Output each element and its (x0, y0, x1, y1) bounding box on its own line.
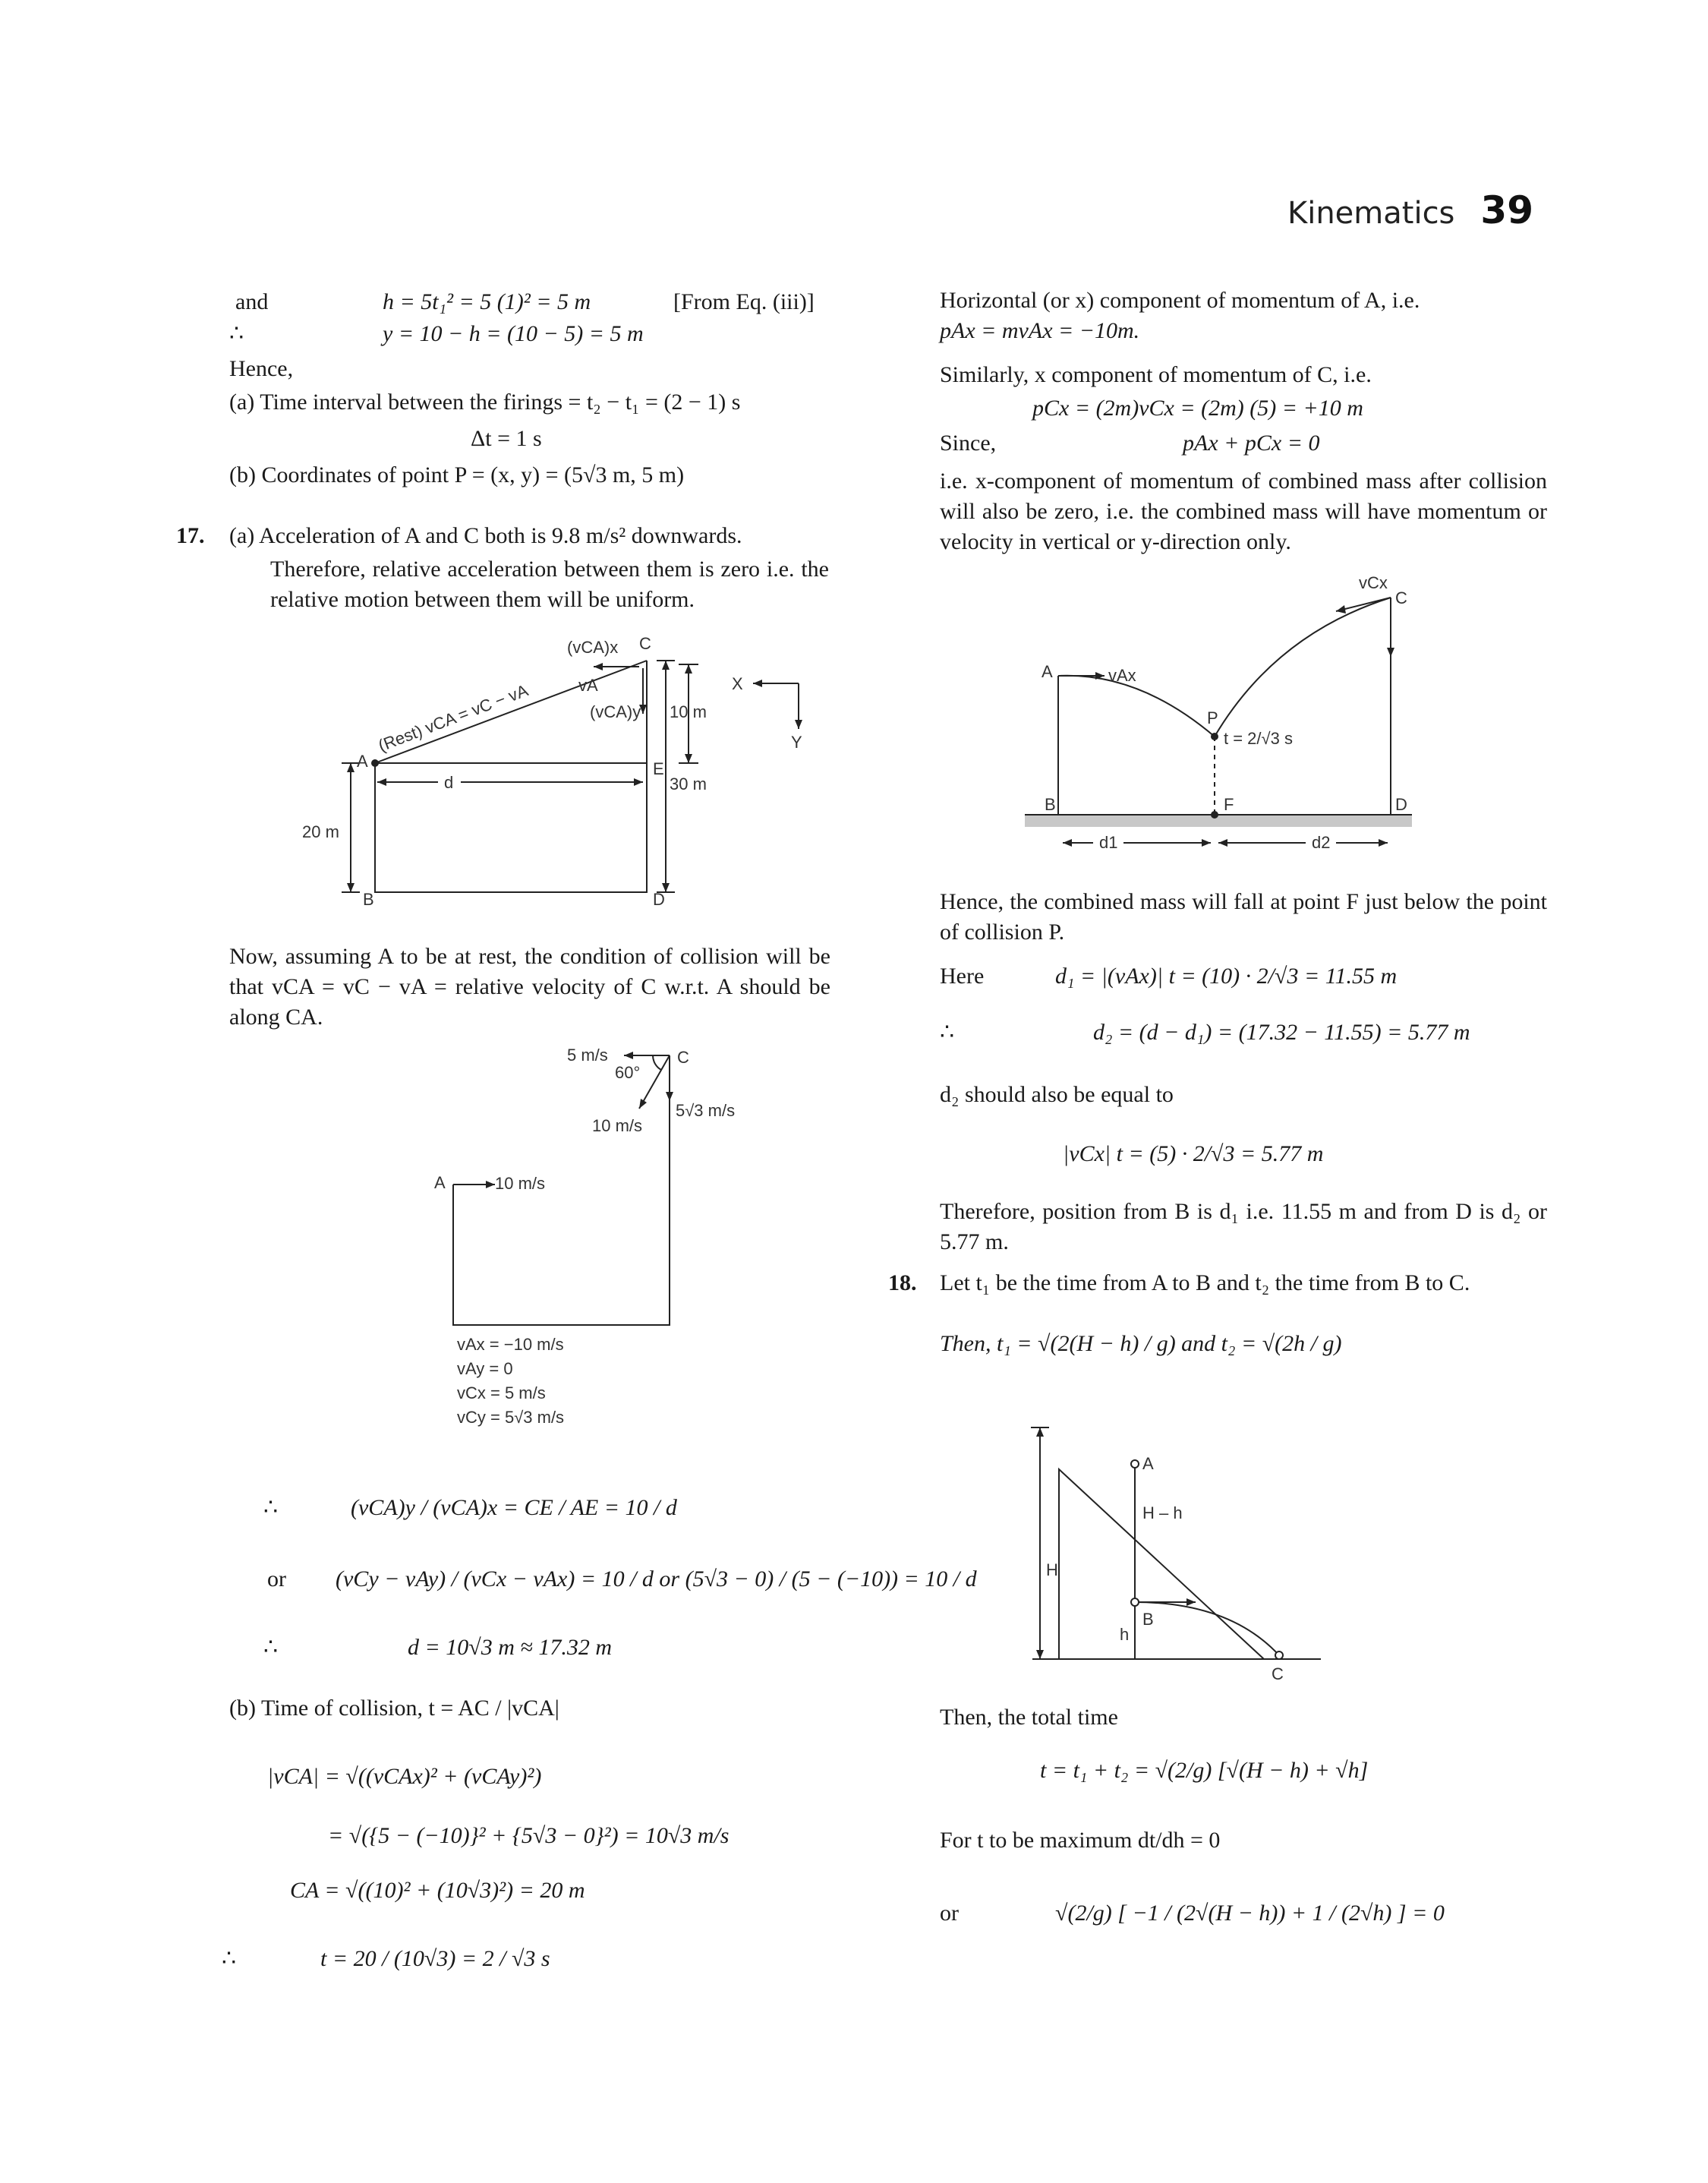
q17-relative-text: Therefore, relative acceleration between them is zero i.e. the relative motion between them will be uniform. (270, 557, 829, 612)
hence-text: Hence, (229, 356, 294, 381)
question-17-number: 17. (176, 523, 205, 548)
ratio-equation: (vCA)y / (vCA)x = CE / AE = 10 / d (351, 1495, 677, 1520)
label-b3: B (1045, 795, 1056, 814)
label-a2: A (434, 1173, 446, 1192)
chapter-title: Kinematics (1287, 196, 1455, 231)
label-5ms: 5 m/s (567, 1046, 608, 1065)
or-label: or (267, 1566, 286, 1592)
trajectory-a (1058, 676, 1215, 737)
therefore-symbol: ∴ (263, 1495, 279, 1520)
label-b: B (363, 890, 374, 909)
label-e: E (653, 759, 664, 778)
from-eq-note: [From Eq. (iii)] (673, 289, 815, 314)
page-header (1287, 188, 1533, 232)
label-c4: C (1272, 1664, 1284, 1683)
trajectory-figure (1002, 566, 1549, 877)
velocity-value: vAy = 0 (457, 1359, 513, 1378)
maximum-condition: For t to be maximum dt/dh = 0 (940, 1828, 1221, 1853)
position-paragraph: Therefore, position from B is d₁ i.e. 11.55 m and from D is d₂ or 5.77 m. (940, 1199, 1547, 1254)
trajectory-c (1215, 598, 1391, 737)
label-d2: d2 (1312, 833, 1331, 852)
label-c: C (639, 634, 651, 653)
collision-condition-paragraph: Now, assuming A to be at rest, the condition of collision will be that vCA = vC − vA = relative velocity of C w.r.t. A should be along CA. (229, 944, 830, 1030)
answer-a-text: (a) Time interval between the firings = t₂ − t₁ = (2 − 1) s (229, 390, 741, 415)
x-component-paragraph: i.e. x-component of momentum of combined mass after collision will also be zero, i.e. the combined mass will have momentum or velocity in vertical or y-direction only. (940, 468, 1547, 554)
label-y-axis: Y (791, 733, 802, 752)
q18-text: Let t₁ be the time from A to B and t₂ the time from B to C. (940, 1270, 1470, 1295)
label-vcay: (vCA)y (590, 702, 641, 721)
label-va: vA (578, 676, 598, 695)
answer-b-text: (b) Coordinates of point P = (x, y) = (5√3 m, 5 m) (229, 462, 685, 487)
vca-magnitude: |vCA| = √((vCAx)² + (vCAy)²) (267, 1764, 542, 1789)
momentum-c-text: Similarly, x component of momentum of C, i.e. (940, 362, 1372, 387)
momentum-a-text: Horizontal (or x) component of momentum of A, i.e. (940, 288, 1420, 313)
d2-equation: d₂ = (d − d₁) = (17.32 − 11.55) = 5.77 m (1093, 1020, 1470, 1045)
label-p: P (1207, 708, 1218, 727)
label-c2: C (677, 1048, 689, 1067)
label-a4: A (1142, 1454, 1154, 1473)
collision-geometry-figure (290, 623, 837, 919)
therefore-symbol: ∴ (222, 1946, 237, 1971)
q17-part-a: (a) Acceleration of A and C both is 9.8 m/s² downwards. (229, 523, 742, 548)
label-vax: vAx (1108, 666, 1136, 685)
incline-figure (1002, 1397, 1336, 1686)
question-18-number: 18. (888, 1270, 917, 1295)
label-rest-eq: (Rest) vCA = vC − vA (375, 680, 531, 756)
incline-wall (1059, 1469, 1264, 1659)
label-10ms-a: 10 m/s (495, 1174, 546, 1193)
label-60: 60° (615, 1063, 641, 1082)
label-20m: 20 m (302, 822, 339, 841)
label-d: d (444, 773, 454, 792)
pax-equation: pAx = mvAx = −10m. (940, 318, 1140, 343)
or-label: or (940, 1901, 959, 1926)
label-vcx: vCx (1359, 573, 1388, 592)
time-of-collision: (b) Time of collision, t = AC / |vCA| (229, 1696, 559, 1721)
therefore-symbol: ∴ (229, 321, 244, 346)
d-result: d = 10√3 m ≈ 17.32 m (408, 1635, 613, 1660)
delta-t-text: Δt = 1 s (471, 426, 542, 451)
momentum-sum: pAx + pCx = 0 (1183, 431, 1320, 456)
label-h: h (1120, 1625, 1130, 1644)
label-H: H (1046, 1560, 1058, 1579)
fall-point-paragraph: Hence, the combined mass will fall at point F just below the point of collision P. (940, 889, 1547, 945)
therefore-symbol: ∴ (940, 1020, 955, 1045)
velocity-value: vCy = 5√3 m/s (457, 1408, 565, 1427)
velocity-ratio-equation: (vCy − vAy) / (vCx − vAx) = 10 / d or (5√3 − 0) / (5 − (−10)) = 10 / d (336, 1566, 977, 1592)
ground (1025, 815, 1412, 827)
label-c3: C (1395, 588, 1407, 607)
total-time-text: Then, the total time (940, 1705, 1118, 1730)
therefore-symbol: ∴ (263, 1635, 279, 1660)
y-equation: y = 10 − h = (10 − 5) = 5 m (383, 321, 644, 346)
label-t: t = 2/√3 s (1224, 729, 1293, 748)
vca-value: = √({5 − (−10)}² + {5√3 − 0}²) = 10√3 m/s (328, 1823, 730, 1848)
label-a: A (357, 752, 368, 771)
pcx-equation: pCx = (2m)vCx = (2m) (5) = +10 m (1032, 396, 1363, 421)
t-result: t = 20 / (10√3) = 2 / √3 s (320, 1946, 550, 1971)
label-vcax: (vCA)x (567, 638, 619, 657)
label-x-axis: X (732, 674, 743, 693)
label-hh: H – h (1142, 1503, 1183, 1522)
page-number: 39 (1480, 188, 1533, 232)
here-label: Here (940, 964, 985, 989)
label-d1: d1 (1099, 833, 1118, 852)
velocity-value: vAx = −10 m/s (457, 1335, 564, 1354)
velocity-value: vCx = 5 m/s (457, 1383, 546, 1402)
label-5r3: 5√3 m/s (676, 1101, 736, 1120)
box-outline (453, 1055, 670, 1325)
angle-arc (653, 1055, 661, 1070)
and-label: and (235, 289, 269, 314)
vcx-t-equation: |vCx| t = (5) · 2/√3 = 5.77 m (1063, 1141, 1324, 1166)
label-b4: B (1142, 1610, 1154, 1629)
t1-t2-equations: Then, t₁ = √(2(H − h) / g) and t₂ = √(2h / g) (940, 1331, 1342, 1356)
total-time-equation: t = t₁ + t₂ = √(2/g) [√(H − h) + √h] (1040, 1758, 1369, 1783)
h-equation: h = 5t₁² = 5 (1)² = 5 m (383, 289, 591, 314)
label-d3: D (1395, 795, 1407, 814)
d1-equation: d₁ = |(vAx)| t = (10) · 2/√3 = 11.55 m (1055, 964, 1398, 989)
label-30m: 30 m (670, 774, 707, 793)
since-label: Since, (940, 431, 997, 456)
velocity-figure (419, 1040, 738, 1443)
d2-equal-text: d₂ should also be equal to (940, 1082, 1174, 1107)
label-a3: A (1042, 662, 1053, 681)
ca-length: CA = √((10)² + (10√3)²) = 20 m (290, 1878, 585, 1903)
projectile-path (1135, 1602, 1279, 1655)
label-10m: 10 m (670, 702, 707, 721)
label-10ms: 10 m/s (592, 1116, 643, 1135)
derivative-equation: √(2/g) [ −1 / (2√(H − h)) + 1 / (2√h) ] = 0 (1055, 1901, 1445, 1926)
label-f: F (1224, 795, 1234, 814)
label-d-corner: D (653, 890, 665, 909)
